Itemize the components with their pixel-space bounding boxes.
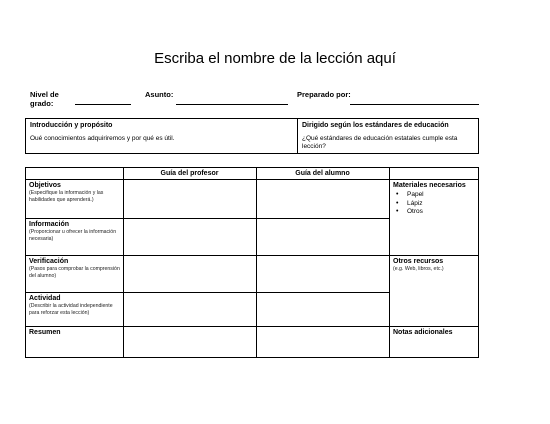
lesson-title[interactable]: Escriba el nombre de la lección aquí [154,50,396,67]
notes-section[interactable] [393,329,477,337]
row-note: (Proporcionar u ofrecer la información necesaria) [29,229,117,242]
list-item: • Lápiz [393,200,477,209]
row-objetivos [29,182,121,203]
student-cell-verificacion[interactable] [257,256,389,292]
row-informacion [29,221,121,242]
row-resumen [29,329,121,337]
notes-heading: Notas adicionales [393,329,453,336]
other-resources-heading: Otros recursos [393,258,444,265]
teacher-cell-verificacion[interactable] [124,256,256,292]
row-actividad [29,295,121,316]
standards-text[interactable]: ¿Qué estándares de educación estatales cumple esta lección? [302,135,458,150]
student-cell-objetivos[interactable] [257,180,389,218]
row-label: Actividad [29,295,61,302]
prepared-by-label: Preparado por: [297,90,351,99]
materials-section[interactable] [393,182,477,217]
grade-label: Nivel de grado: [30,90,59,108]
row-label: Información [29,221,70,228]
prepared-by-field[interactable] [350,104,479,105]
standards-section [302,122,474,151]
row-note: (Especifique la información y las habilidades que aprenderá.) [29,190,104,203]
col-header-student: Guía del alumno [295,170,350,177]
subject-field[interactable] [176,104,288,105]
intro-text[interactable]: Oué conocimientos adquiriremos y por qué es útil. [30,135,175,142]
intro-heading: Introducción y propósito [30,122,113,129]
row-verificacion [29,258,121,279]
student-cell-resumen[interactable] [257,327,389,358]
other-resources-note: (e.g. Web, libros, etc.) [393,266,444,272]
list-item: • Papel [393,191,477,200]
list-item: • Otros [393,208,477,217]
row-label: Objetivos [29,182,61,189]
teacher-cell-actividad[interactable] [124,293,256,326]
student-cell-actividad[interactable] [257,293,389,326]
row-note: (Describir la actividad independiente para reforzar esta lección) [29,303,113,316]
col-header-teacher: Guía del profesor [160,170,219,177]
row-note: (Pasos para comprobar la comprensión del alumno) [29,266,120,279]
other-resources-section[interactable] [393,258,477,273]
row-label: Verificación [29,258,69,265]
materials-heading: Materiales necesarios [393,182,466,189]
teacher-cell-objetivos[interactable] [124,180,256,218]
student-cell-informacion[interactable] [257,219,389,255]
intro-section [30,122,292,142]
teacher-cell-informacion[interactable] [124,219,256,255]
grade-field[interactable] [75,104,131,105]
teacher-cell-resumen[interactable] [124,327,256,358]
subject-label: Asunto: [145,90,174,99]
row-label: Resumen [29,329,61,336]
materials-list [393,191,477,217]
standards-heading: Dirigido según los estándares de educación [302,122,449,129]
